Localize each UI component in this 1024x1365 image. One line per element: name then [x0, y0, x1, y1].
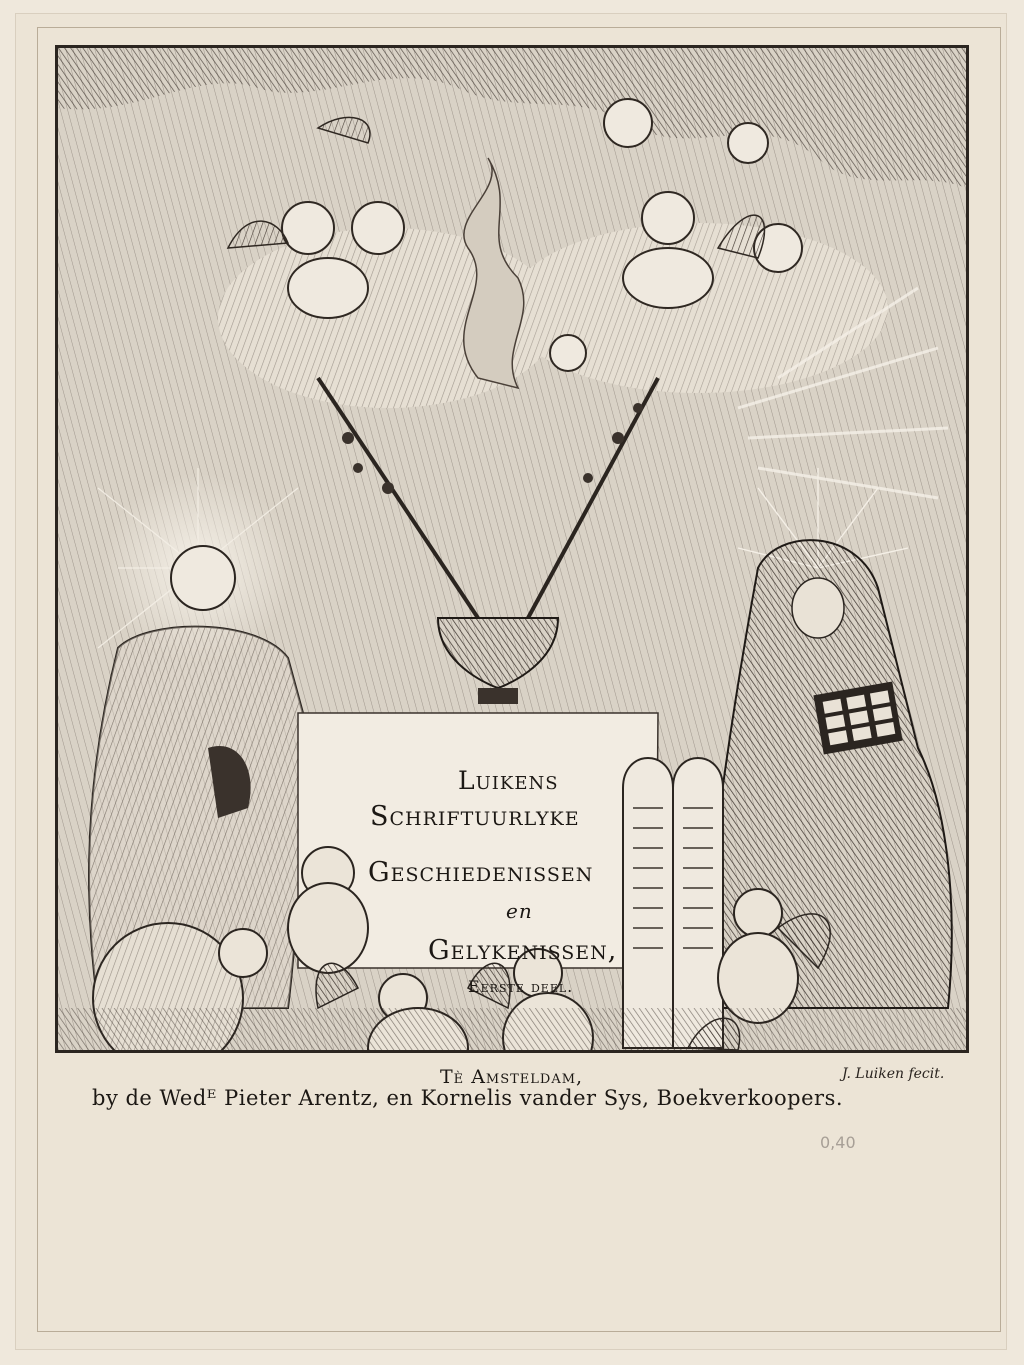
pencil-annotation: 0,40: [820, 1133, 856, 1152]
title-line-gelykenissen: Gelykenissen,: [428, 935, 618, 966]
imprint-publishers: by de Wedᴱ Pieter Arentz, en Kornelis vander Sys, Boekverkoopers.: [92, 1086, 844, 1110]
title-line-geschiedenissen: Geschiedenissen: [368, 857, 594, 888]
title-cartouche: [358, 761, 698, 1006]
title-line-luikens: Luikens: [458, 766, 559, 795]
title-line-en: en: [506, 899, 533, 923]
imprint-place: Tè Amsteldam,: [440, 1066, 584, 1088]
title-line-schriftuurlyke: Schriftuurlyke: [370, 801, 580, 832]
artist-signature: J. Luiken fecit.: [842, 1066, 945, 1082]
engraved-illustration: [55, 45, 969, 1053]
title-line-eerste-deel: Eerste deel.: [468, 977, 574, 996]
